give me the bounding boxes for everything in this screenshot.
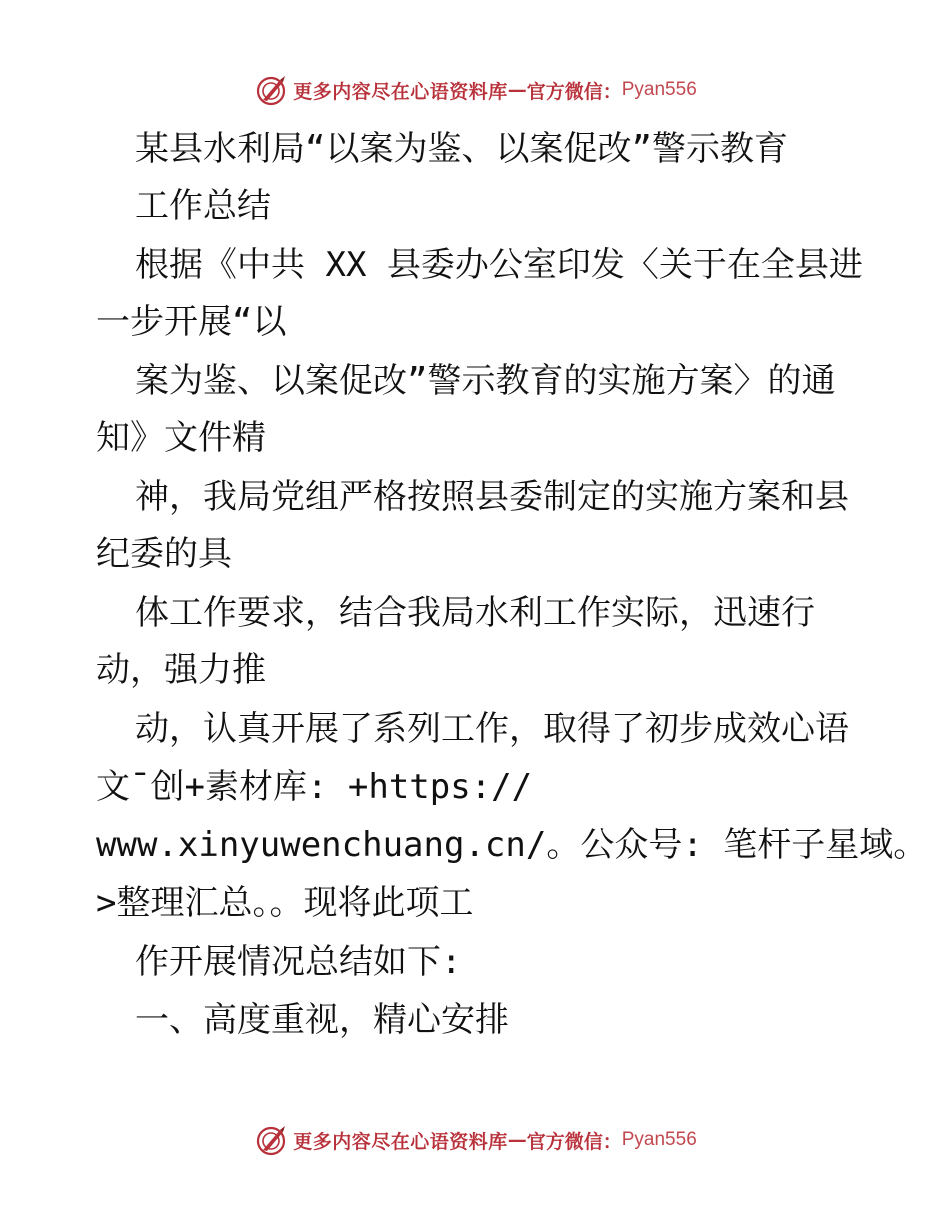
doc-text-line: 案为鉴、以案促改”警示教育的实施方案〉的通 (135, 361, 836, 401)
banner-wechat-label: 官方微信： (526, 1130, 622, 1153)
doc-text-line: 知》文件精 (96, 418, 266, 458)
header-banner (0, 70, 950, 110)
doc-text-line: 动，强力推 (96, 650, 266, 690)
quill-logo-icon (253, 72, 289, 108)
banner-main-text: 更多内容尽在心语资料库 (293, 80, 508, 103)
doc-text-line: >整理汇总。。现将此项工 (96, 883, 474, 923)
doc-title-line-2: 工作总结 (135, 186, 271, 226)
doc-section-heading: 一、高度重视，精心安排 (135, 1000, 509, 1040)
banner-wechat-label: 官方微信： (526, 80, 622, 103)
quill-logo-icon (253, 1122, 289, 1158)
doc-text-line: 文¯创+素材库: +https:// (96, 767, 533, 807)
doc-text-line: 神，我局党组严格按照县委制定的实施方案和县 (135, 477, 849, 517)
footer-banner (0, 1120, 950, 1160)
doc-text-line: 纪委的具 (96, 534, 232, 574)
banner-separator: — (507, 1129, 527, 1151)
doc-text-line: www.xinyuwenchuang.cn/。公众号: 笔杆子星域。 (96, 825, 928, 865)
banner-separator: — (507, 79, 527, 101)
doc-text-line: 体工作要求，结合我局水利工作实际，迅速行 (135, 593, 815, 633)
banner-main-text: 更多内容尽在心语资料库 (293, 1130, 508, 1153)
banner-wechat-id: Pyan556 (621, 1129, 697, 1150)
doc-title-line-1: 某县水利局“以案为鉴、以案促改”警示教育 (135, 129, 788, 169)
doc-text-line: 作开展情况总结如下: (135, 942, 462, 982)
banner-wechat-id: Pyan556 (621, 79, 697, 100)
doc-text-line: 动，认真开展了系列工作，取得了初步成效心语 (135, 709, 849, 749)
doc-text-line: 一步开展“以 (96, 302, 287, 342)
doc-text-line: 根据《中共 XX 县委办公室印发〈关于在全县进 (135, 245, 863, 285)
